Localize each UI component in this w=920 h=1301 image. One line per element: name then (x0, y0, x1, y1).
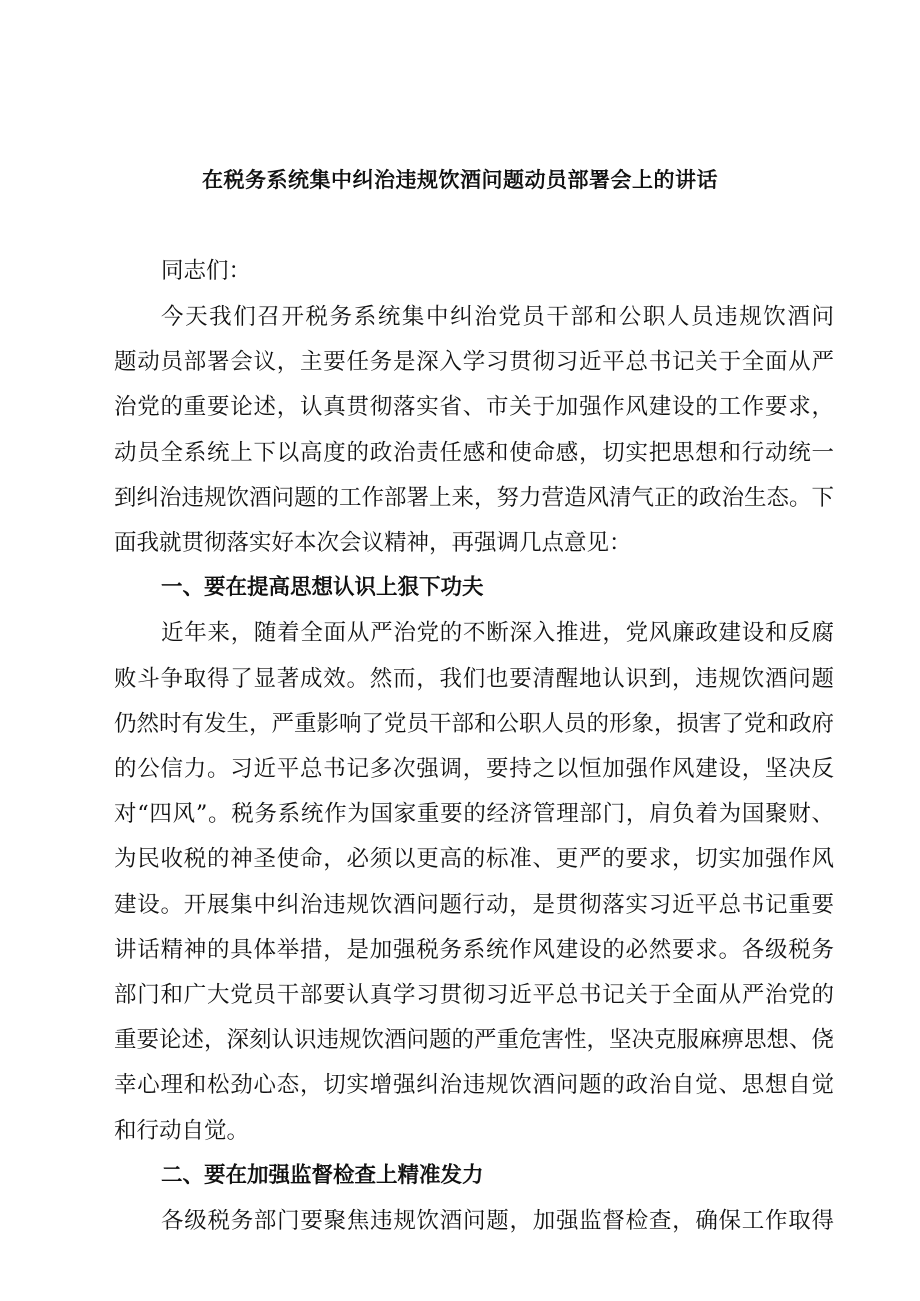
paragraph-line: 建设。开展集中纠治违规饮酒问题行动，是贯彻落实习近平总书记重要 (114, 891, 834, 918)
paragraph-line: 的公信力。习近平总书记多次强调，要持之以恒加强作风建设，坚决反 (114, 756, 834, 782)
paragraph-line: 到纠治违规饮酒问题的工作部署上来，努力营造风清气正的政治生态。下 (114, 484, 835, 511)
document-title: 在税务系统集中纠治违规饮酒问题动员部署会上的讲话 (202, 167, 718, 192)
paragraph-line: 题动员部署会议，主要任务是深入学习贯彻习近平总书记关于全面从严 (114, 349, 834, 376)
paragraph-line: 败斗争取得了显著成效。然而，我们也要清醒地认识到，违规饮酒问题 (114, 665, 834, 692)
paragraph-line: 各级税务部门要聚焦违规饮酒问题，加强监督检查，确保工作取得 (161, 1208, 834, 1234)
paragraph-line: 部门和广大党员干部要认真学习贯彻习近平总书记关于全面从严治党的 (114, 982, 834, 1008)
paragraph-line: 治党的重要论述，认真贯彻落实省、市关于加强作风建设的工作要求， (114, 394, 834, 421)
salutation: 同志们： (161, 258, 252, 284)
paragraph-line: 为民收税的神圣使命，必须以更高的标准、更严的要求，切实加强作风 (114, 846, 834, 873)
section-heading: 一、要在提高思想认识上狠下功夫 (161, 575, 484, 601)
paragraph-line: 近年来，随着全面从严治党的不断深入推进，党风廉政建设和反腐 (161, 620, 834, 647)
paragraph-line: 和行动自觉。 (114, 1117, 250, 1144)
paragraph-line: 重要论述，深刻认识违规饮酒问题的严重危害性，坚决克服麻痹思想、侥 (114, 1027, 835, 1054)
paragraph-line: 对“四风”。税务系统作为国家重要的经济管理部门，肩负着为国聚财、 (114, 801, 834, 828)
paragraph-line: 讲话精神的具体举措，是加强税务系统作风建设的必然要求。各级税务 (114, 936, 834, 963)
paragraph-line: 仍然时有发生，严重影响了党员干部和公职人员的形象，损害了党和政府 (114, 710, 835, 737)
paragraph-line: 面我就贯彻落实好本次会议精神，再强调几点意见： (114, 530, 632, 556)
paragraph-line: 今天我们召开税务系统集中纠治党员干部和公职人员违规饮酒问 (161, 304, 834, 330)
paragraph-line: 幸心理和松劲心态，切实增强纠治违规饮酒问题的政治自觉、思想自觉 (114, 1072, 834, 1099)
section-heading: 二、要在加强监督检查上精准发力 (161, 1162, 484, 1188)
paragraph-line: 动员全系统上下以高度的政治责任感和使命感，切实把思想和行动统一 (114, 439, 834, 466)
